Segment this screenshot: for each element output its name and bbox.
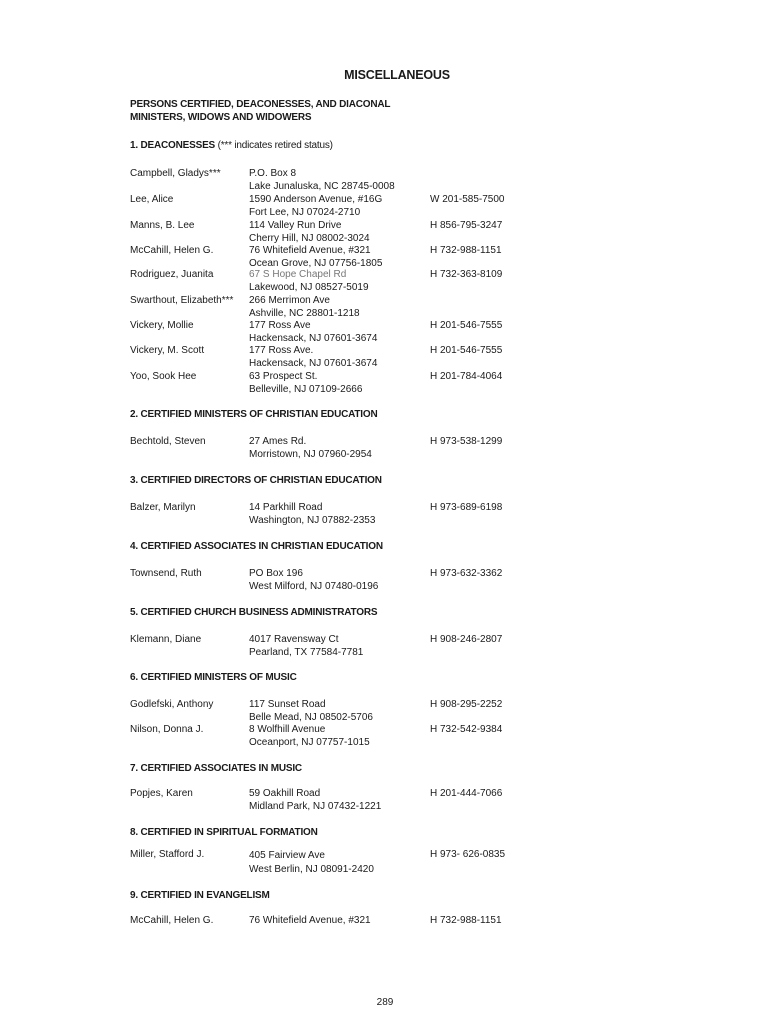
person-address: 4017 Ravensway Ct Pearland, TX 77584-7781 (249, 634, 364, 658)
person-address: 63 Prospect St. Belleville, NJ 07109-2666 (249, 371, 363, 395)
section-heading-associates-christian-education: 4. CERTIFIED ASSOCIATES IN CHRISTIAN EDUCATION (130, 541, 383, 552)
person-address: 8 Wolfhill Avenue Oceanport, NJ 07757-1015 (249, 724, 370, 748)
person-phone: H 732-363-8109 (430, 269, 503, 280)
person-phone: H 908-295-2252 (430, 699, 503, 710)
person-phone: H 973- 626-0835 (430, 849, 506, 860)
person-phone: H 201-784-4064 (430, 371, 503, 382)
person-name: Lee, Alice (130, 194, 174, 205)
person-address: 177 Ross Ave Hackensack, NJ 07601-3674 (249, 320, 378, 344)
page-title: MISCELLANEOUS (344, 68, 450, 82)
person-name: Popjes, Karen (130, 788, 193, 799)
subtitle-line: PERSONS CERTIFIED, DEACONESSES, AND DIACONAL (130, 99, 391, 110)
person-phone: H 908-246-2807 (430, 634, 503, 645)
person-address: PO Box 196 West Milford, NJ 07480-0196 (249, 568, 379, 592)
person-name: McCahill, Helen G. (130, 245, 214, 256)
person-phone: H 973-632-3362 (430, 568, 503, 579)
person-name: Klemann, Diane (130, 634, 202, 645)
section-heading-deaconesses: 1. DEACONESSES (*** indicates retired status) (130, 140, 333, 151)
person-name: Swarthout, Elizabeth*** (130, 295, 234, 306)
person-name: Campbell, Gladys*** (130, 168, 221, 179)
person-phone: H 201-546-7555 (430, 320, 503, 331)
person-address: 266 Merrimon Ave Ashville, NC 28801-1218 (249, 295, 360, 319)
person-address: 14 Parkhill Road Washington, NJ 07882-2353 (249, 502, 376, 526)
page-subtitle (130, 99, 430, 124)
section-heading-spiritual-formation: 8. CERTIFIED IN SPIRITUAL FORMATION (130, 827, 318, 838)
section-heading-directors-christian-education: 3. CERTIFIED DIRECTORS OF CHRISTIAN EDUCATION (130, 475, 382, 486)
section-heading-ministers-of-music: 6. CERTIFIED MINISTERS OF MUSIC (130, 672, 297, 683)
person-phone: H 856-795-3247 (430, 220, 503, 231)
subtitle-line: MINISTERS, WIDOWS AND WIDOWERS (130, 111, 312, 123)
person-address: 114 Valley Run Drive Cherry Hill, NJ 08002-3024 (249, 220, 370, 244)
person-name: Balzer, Marilyn (130, 502, 196, 513)
person-phone: H 732-988-1151 (430, 915, 502, 926)
person-phone: H 732-542-9384 (430, 724, 503, 735)
section-heading-ministers-christian-education: 2. CERTIFIED MINISTERS OF CHRISTIAN EDUCATION (130, 409, 378, 420)
person-name: Vickery, Mollie (130, 320, 194, 331)
person-phone: H 732-988-1151 (430, 245, 502, 256)
person-phone: H 201-444-7066 (430, 788, 503, 799)
section-heading-associates-in-music: 7. CERTIFIED ASSOCIATES IN MUSIC (130, 763, 302, 774)
person-address: 27 Ames Rd. Morristown, NJ 07960-2954 (249, 436, 372, 460)
person-name: Manns, B. Lee (130, 220, 195, 231)
person-name: Miller, Stafford J. (130, 849, 205, 860)
person-name: Godlefski, Anthony (130, 699, 214, 710)
person-phone: H 973-689-6198 (430, 502, 503, 513)
person-address: 405 Fairview Ave West Berlin, NJ 08091-2420 (249, 850, 374, 875)
person-phone: H 973-538-1299 (430, 436, 503, 447)
person-phone: W 201-585-7500 (430, 194, 505, 205)
person-address: 76 Whitefield Avenue, #321 Ocean Grove, NJ 07756-1805 (249, 245, 383, 269)
person-address: 59 Oakhill Road Midland Park, NJ 07432-1221 (249, 788, 382, 812)
person-name: Rodriguez, Juanita (130, 269, 214, 280)
person-name: Vickery, M. Scott (130, 345, 205, 356)
person-address: P.O. Box 8 Lake Junaluska, NC 28745-0008 (249, 168, 395, 192)
page-number: 289 (376, 997, 394, 1008)
person-name: Townsend, Ruth (130, 568, 202, 579)
section-heading-evangelism: 9. CERTIFIED IN EVANGELISM (130, 890, 270, 901)
person-phone: H 201-546-7555 (430, 345, 503, 356)
person-address: 1590 Anderson Avenue, #16G Fort Lee, NJ 07024-2710 (249, 194, 383, 218)
person-address: 67 S Hope Chapel Rd Lakewood, NJ 08527-5019 (249, 269, 369, 293)
section-heading-church-business-administrators: 5. CERTIFIED CHURCH BUSINESS ADMINISTRATORS (130, 607, 378, 618)
retired-status-note: (*** indicates retired status) (215, 140, 333, 151)
person-address: 177 Ross Ave. Hackensack, NJ 07601-3674 (249, 345, 378, 369)
person-address: 76 Whitefield Avenue, #321 (249, 915, 371, 926)
person-address: 117 Sunset Road Belle Mead, NJ 08502-5706 (249, 699, 373, 723)
person-name: Bechtold, Steven (130, 436, 206, 447)
person-name: Nilson, Donna J. (130, 724, 204, 735)
person-name: Yoo, Sook Hee (130, 371, 197, 382)
person-name: McCahill, Helen G. (130, 915, 214, 926)
